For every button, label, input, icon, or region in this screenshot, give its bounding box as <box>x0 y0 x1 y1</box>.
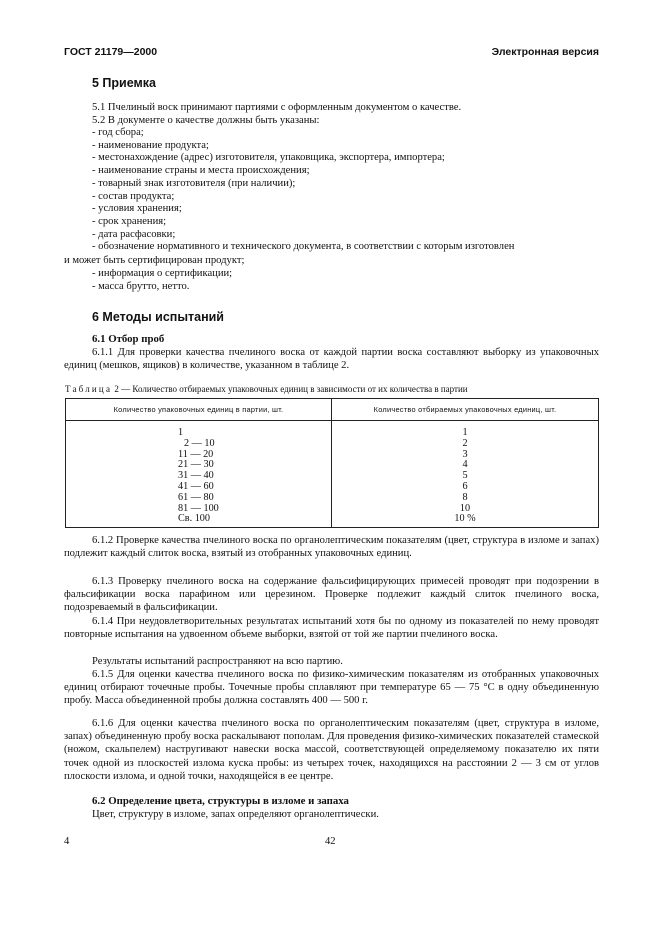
table-cell: 10 % <box>454 513 476 525</box>
required-info-list <box>92 127 602 254</box>
clause-6-1-3: 6.1.3 Проверку пчелиного воска на содержание фальсифицирующих примесей проводят при подозрении в фальсификации воска парафином или церезином. Проверке подлежит каждый слиток пчелиного воска, подозреваемый в фальсификации. <box>64 576 599 614</box>
table-cell: 61 — 80 <box>178 491 214 503</box>
table-caption-prefix: Таблица <box>65 384 113 394</box>
section-6-title: 6 Методы испытаний <box>92 310 224 324</box>
list-item: - срок хранения; <box>92 215 167 227</box>
table-cell: 4 <box>462 459 468 471</box>
list-item-continuation: и может быть сертифицирован продукт; <box>64 255 245 266</box>
sample-size-column <box>332 421 599 528</box>
list-item: - местонахождение (адрес) изготовителя, упаковщика, экспортера, импортера; <box>92 152 445 164</box>
clause-5-2: 5.2 В документе о качестве должны быть указаны: <box>92 115 320 126</box>
table-cell: 1 <box>462 427 468 438</box>
table-cell: 3 <box>462 448 468 460</box>
table-cell: 8 <box>462 491 468 503</box>
table-header-sample-size: Количество отбираемых упаковочных единиц, шт. <box>332 399 599 421</box>
list-item: - масса брутто, нетто. <box>92 281 190 292</box>
clause-5-1: 5.1 Пчелиный воск принимают партиями с оформленным документом о качестве. <box>92 102 462 113</box>
list-item: - условия хранения; <box>92 203 182 215</box>
clause-6-1-5: 6.1.5 Для оценки качества пчелиного воска по физико-химическим показателям из отобранных упаковочных единиц отбирают точечные пробы. Точечные пробы сплавляют при температуре 65 — 75 °С в одну объединенную пробу. Масса объединенной пробы должна составлять 400 — 500 г. <box>64 669 599 707</box>
clause-6-1-2: 6.1.2 Проверке качества пчелиного воска по органолептическим показателям (цвет, структура в изломе и запах) подлежит каждый слиток воска, взятый из отобранных упаковочных единиц. <box>64 535 599 560</box>
list-item: - наименование страны и места происхождения; <box>92 165 310 177</box>
list-item: - дата расфасовки; <box>92 228 176 240</box>
list-item: - обозначение нормативного и технического документа, в соответствии с которым изготовлен <box>92 241 515 253</box>
list-item: - информация о сертификации; <box>92 268 233 279</box>
list-item: - состав продукта; <box>92 190 175 202</box>
table-cell: 11 — 20 <box>178 448 214 460</box>
subsection-6-1-title: 6.1 Отбор проб <box>92 333 165 345</box>
table-cell: 2 <box>462 437 468 449</box>
list-item: - год сбора; <box>92 127 144 138</box>
table-header-lot-size: Количество упаковочных единиц в партии, шт. <box>66 399 332 421</box>
table-cell: 10 <box>459 502 471 514</box>
list-item: - наименование продукта; <box>92 139 209 151</box>
document-code: ГОСТ 21179—2000 <box>64 46 158 58</box>
table-cell: 21 — 30 <box>178 459 214 471</box>
table-cell: 31 — 40 <box>178 470 214 482</box>
clause-6-1-4: 6.1.4 При неудовлетворительных результатах испытаний хотя бы по одному из показателей по нему проводят повторные испытания на удвоенном объеме выборки, взятой от той же партии пчелиного воска. <box>64 616 599 641</box>
table-cell: 2 — 10 <box>184 437 215 449</box>
table-cell: 41 — 60 <box>178 480 214 492</box>
table-cell: 6 <box>462 480 468 492</box>
table-cell: 1 <box>178 427 184 438</box>
section-5-title: 5 Приемка <box>92 76 156 90</box>
page-number-global: 42 <box>325 836 336 847</box>
table-cell: Св. 100 <box>178 513 210 525</box>
sample-quantity-table <box>65 398 599 528</box>
clause-6-1-6: 6.1.6 Для оценки качества пчелиного воска по органолептическим показателям (цвет, структура в изломе, запах) объединенную пробу воска раскалывают пополам. Для проведения физико-химических показателей стамеской (ножом, скальпелем) настругивают навески воска массой, соответствующей определяемому показателю их пяти точек одной из плоскостей излома куска пробы: из четырех точек, находящихся на расстоянии 2 — 3 см от углов плоскости излома, и одной точки, находящейся в ее центре. <box>64 718 599 782</box>
table-cell: 81 — 100 <box>178 502 219 514</box>
list-item: - товарный знак изготовителя (при наличии); <box>92 177 296 189</box>
table-cell: 5 <box>462 470 468 482</box>
table-caption-text: 2 — Количество отбираемых упаковочных единиц в зависимости от их количества в партии <box>114 384 468 394</box>
table-caption <box>65 384 468 394</box>
lot-size-column <box>66 421 332 528</box>
edition-label: Электронная версия <box>491 46 599 58</box>
clause-6-2: Цвет, структуру в изломе, запах определяют органолептически. <box>92 809 379 820</box>
page-number-local: 4 <box>64 836 70 847</box>
clause-6-1-4-note: Результаты испытаний распространяют на всю партию. <box>92 656 343 667</box>
subsection-6-2-title: 6.2 Определение цвета, структуры в изломе и запаха <box>92 795 349 807</box>
clause-6-1-1: 6.1.1 Для проверки качества пчелиного воска от каждой партии воска составляют выборку из упаковочных единиц (мешков, ящиков) в количестве, указанном в таблице 2. <box>64 347 599 372</box>
